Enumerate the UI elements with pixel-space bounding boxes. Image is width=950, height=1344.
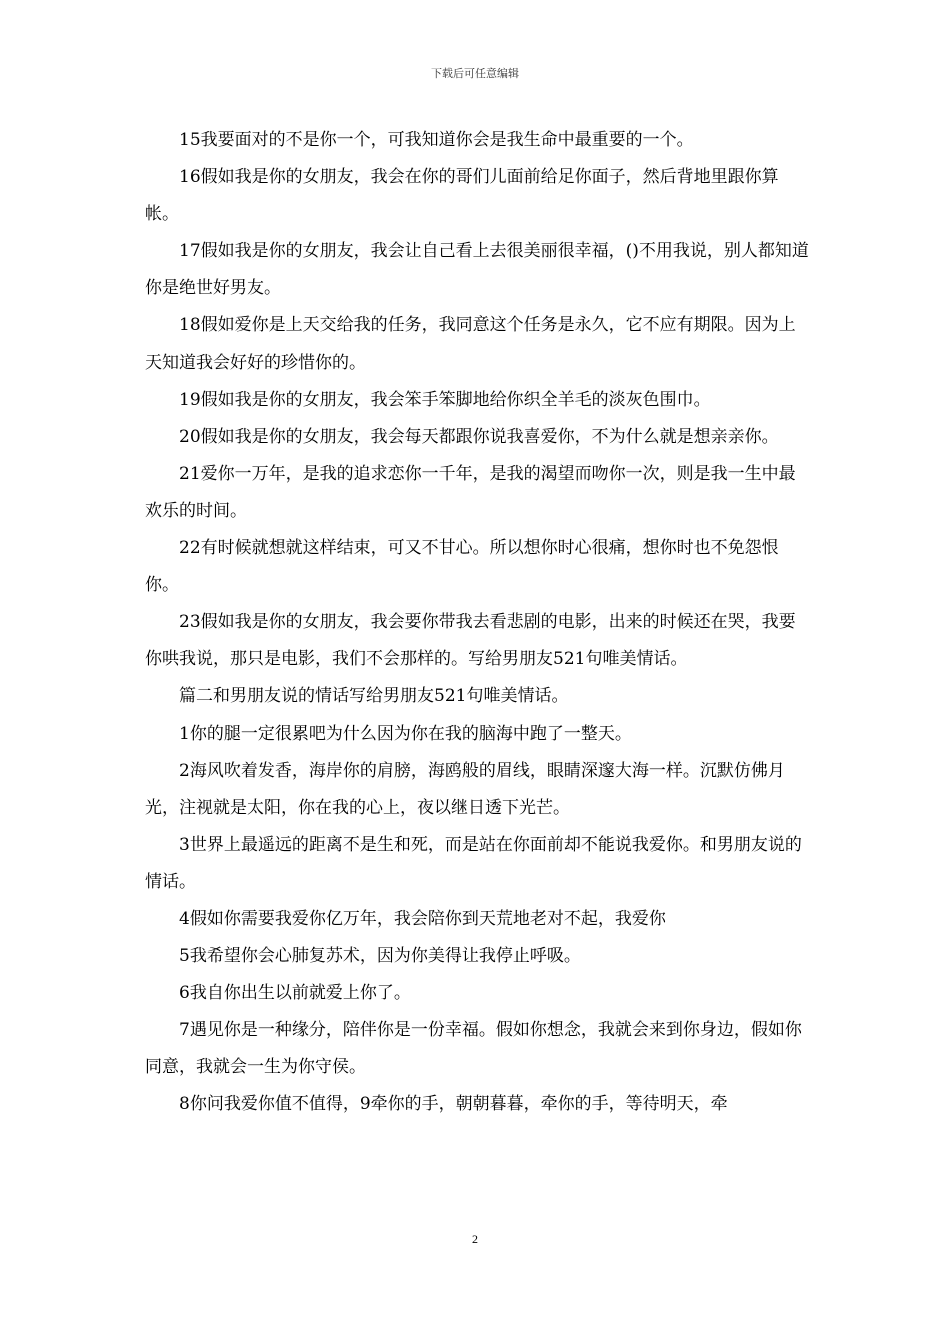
paragraph: 1你的腿一定很累吧为什么因为你在我的脑海中跑了一整天。	[179, 723, 632, 744]
page-header: 下载后可任意编辑	[431, 67, 519, 80]
paragraph: 15我要面对的不是你一个，可我知道你会是我生命中最重要的一个。	[179, 130, 694, 150]
paragraph: 5我希望你会心肺复苏术，因为你美得让我停止呼吸。	[179, 946, 581, 967]
paragraph: 19假如我是你的女朋友，我会笨手笨脚地给你织全羊毛的淡灰色围巾。	[179, 389, 711, 410]
paragraph: 20假如我是你的女朋友，我会每天都跟你说我喜爱你，不为什么就是想亲亲你。	[179, 426, 779, 447]
paragraph: 16假如我是你的女朋友，我会在你的哥们儿面前给足你面子，然后背地里跟你算帐。	[145, 167, 779, 225]
paragraph: 2海风吹着发香，海岸你的肩膀，海鸥般的眉线，眼睛深邃大海一样。沉默仿佛月光，注视就是太阳，你在我的心上，夜以继日透下光芒。	[145, 760, 785, 818]
paragraph: 18假如爱你是上天交给我的任务，我同意这个任务是永久，它不应有期限。因为上天知道我会好好的珍惜你的。	[145, 315, 796, 373]
page-number: 2	[472, 1232, 478, 1246]
document-body	[145, 122, 810, 1124]
paragraph: 22有时候就想就这样结束，可又不甘心。所以想你时心很痛，想你时也不免怨恨你。	[145, 538, 779, 596]
paragraph: 17假如我是你的女朋友，我会让自己看上去很美丽很幸福，()不用我说，别人都知道你是绝世好男友。	[145, 241, 809, 299]
paragraph: 21爱你一万年，是我的追求恋你一千年，是我的渴望而吻你一次，则是我一生中最欢乐的时间。	[145, 463, 796, 521]
paragraph: 8你问我爱你值不值得，9牵你的手，朝朝暮暮，牵你的手，等待明天，牵	[179, 1094, 728, 1115]
paragraph: 7遇见你是一种缘分，陪伴你是一份幸福。假如你想念，我就会来到你身边，假如你同意，我就会一生为你守侯。	[145, 1020, 802, 1078]
paragraph: 6我自你出生以前就爱上你了。	[179, 983, 411, 1004]
paragraph: 23假如我是你的女朋友，我会要你带我去看悲剧的电影，出来的时候还在哭，我要你哄我说，那只是电影，我们不会那样的。写给男朋友521句唯美情话。	[145, 612, 796, 670]
paragraph: 4假如你需要我爱你亿万年，我会陪你到天荒地老对不起，我爱你	[179, 908, 666, 929]
section-heading: 篇二和男朋友说的情话写给男朋友521句唯美情话。	[179, 686, 569, 707]
paragraph: 3世界上最遥远的距离不是生和死，而是站在你面前却不能说我爱你。和男朋友说的情话。	[145, 834, 802, 892]
